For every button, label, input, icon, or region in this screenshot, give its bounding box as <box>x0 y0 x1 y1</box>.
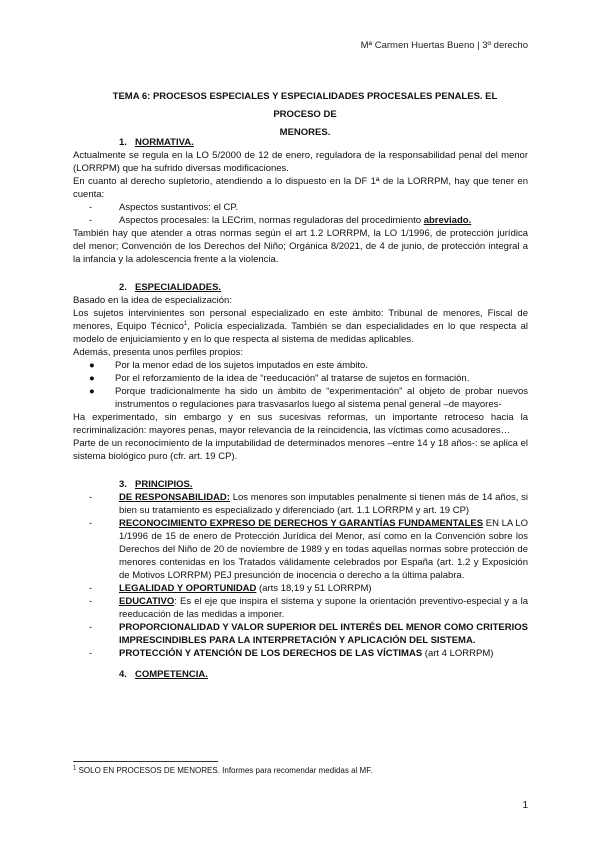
principle-name: DE RESPONSABILIDAD: <box>119 492 230 503</box>
section-number: 2. <box>119 282 127 293</box>
principle-description: (arts 18,19 y 51 LORRPM) <box>256 583 372 594</box>
list-item-text: Aspectos sustantivos: el CP. <box>119 202 239 213</box>
footnote-separator <box>73 761 218 762</box>
section-title: COMPETENCIA. <box>135 669 208 680</box>
footnote <box>73 766 372 775</box>
section-heading-competencia <box>119 668 528 681</box>
document-body <box>73 136 528 681</box>
principle-item <box>73 595 528 621</box>
paragraph: Ha experimentado, sin embargo y en sus sucesivas reformas, un importante retroceso hacia la recriminalización: mayores penas, mayor relevancia de la reincidencia, las víctimas como acusadores… <box>73 412 528 436</box>
section-title: PRINCIPIOS. <box>135 479 193 490</box>
section-title: NORMATIVA. <box>135 137 194 148</box>
footnote-number: 1 <box>73 765 77 772</box>
paragraph: Basado en la idea de especialización: <box>73 295 232 306</box>
bullet-icon: ● <box>89 386 95 397</box>
page-header: Mª Carmen Huertas Bueno | 3º derecho <box>360 40 528 51</box>
paragraph-text: Los sujetos intervinientes son personal especializado en este ámbito: Tribunal de menores, Fiscal de menores, Equipo Técnico <box>73 308 528 332</box>
page-number: 1 <box>522 800 528 811</box>
bullet-text: Porque tradicionalmente ha sido un ámbito de “experimentación” al objeto de probar nuevos instrumentos o regulaciones para trasvasarlos luego al sistema penal general –de mayores- <box>115 386 528 410</box>
principle-description: (art 4 LORRPM) <box>422 648 494 659</box>
bullet-text: Por el reforzamiento de la idea de “reeducación” al tratarse de sujetos en formación. <box>115 373 470 384</box>
dash-marker: - <box>89 518 93 529</box>
dash-marker: - <box>89 583 93 594</box>
dash-marker: - <box>89 202 93 213</box>
paragraph: Además, presenta unos perfiles propios: <box>73 347 244 358</box>
section-number: 1. <box>119 137 127 148</box>
principle-name: RECONOCIMIENTO EXPRESO DE DERECHOS Y GARANTÍAS FUNDAMENTALES <box>119 518 484 529</box>
principle-description: : Es el eje que inspira el sistema y supone la orientación preventivo-especial y a la reeducación de las medidas a imponer. <box>119 596 528 620</box>
bullet-text: Por la menor edad de los sujetos imputados en este ámbito. <box>115 360 368 371</box>
principle-item <box>73 491 528 517</box>
list-item <box>73 214 528 227</box>
paragraph: También hay que atender a otras normas según el art 1.2 LORRPM, la LO 1/1996, de protección jurídica del menor; Convención de los Derechos del Niño; Orgánica 8/2021, de 4 de junio, de protección integral a la infancia y la adolescencia frente a la violencia. <box>73 228 528 265</box>
bullet-item <box>73 385 528 411</box>
paragraph-text: , Policía especializada. También se dan especialidades en lo que respecta al modelo de enjuiciamiento y en lo que respecta al sistema de medidas aplicables. <box>73 321 528 345</box>
principle-text <box>119 517 528 582</box>
list-item-text-part: Aspectos procesales: la LECrim, normas reguladoras del procedimiento <box>119 215 424 226</box>
principle-description: EN LA LO 1/1996 de 15 de enero de Protección Jurídica del Menor, así como en la Convención sobre los Derechos del Niño de 20 de noviembre de 1989 y en todas aquellas normas sobre protección de menores contenidas en los Tratados válidamente celebrados por España (art. 1.2 y Exposición de Motivos LORRPM) PEJ presunción de inocencia o derecho a la última palabra. <box>119 518 529 581</box>
dash-marker: - <box>89 492 93 503</box>
principle-item <box>73 621 528 647</box>
footnote-text: SOLO EN PROCESOS DE MENORES. Informes para recomendar medidas al MF. <box>76 766 373 775</box>
title-line-1: TEMA 6: PROCESOS ESPECIALES Y ESPECIALIDADES PROCESALES PENALES. EL PROCESO DE <box>112 91 498 120</box>
dash-marker: - <box>89 215 93 226</box>
principle-text <box>119 621 528 647</box>
section-number: 3. <box>119 479 127 490</box>
principle-text <box>119 595 528 621</box>
paragraph: Parte de un reconocimiento de la imputabilidad de determinados menores –entre 14 y 18 años-: se aplica el sistema biológico puro (cfr. art. 19 CP). <box>73 438 528 462</box>
bullet-icon: ● <box>89 373 95 384</box>
paragraph: En cuanto al derecho supletorio, atendiendo a lo dispuesto en la DF 1ª de la LORRPM, hay que tener en cuenta: <box>73 176 528 200</box>
principle-item <box>73 517 528 582</box>
principle-name: LEGALIDAD Y OPORTUNIDAD <box>119 583 257 594</box>
footnote-ref[interactable]: 1 <box>183 320 188 327</box>
principle-name: PROTECCIÓN Y ATENCIÓN DE LOS DERECHOS DE LAS VÍCTIMAS <box>119 648 423 659</box>
principle-item <box>73 647 528 660</box>
section-number: 4. <box>119 669 127 680</box>
section-title: ESPECIALIDADES. <box>135 282 222 293</box>
principle-item <box>73 582 528 595</box>
principle-description: Los menores son imputables penalmente si tienen más de 14 años, si bien su tratamiento es especializado y diferenciado (art. 1.1 LORRPM y art. 19 CP) <box>119 492 528 516</box>
bullet-icon: ● <box>89 360 95 371</box>
principle-text <box>119 491 528 517</box>
dash-marker: - <box>89 622 93 633</box>
emphasis-abreviado: abreviado. <box>423 215 472 226</box>
section-heading-normativa <box>119 136 528 149</box>
list-item <box>73 201 528 214</box>
principle-text <box>119 582 528 595</box>
title-line-2: MENORES. <box>279 127 331 138</box>
principle-name: EDUCATIVO <box>119 596 175 607</box>
document-title <box>95 88 515 142</box>
list-item-text <box>119 214 528 227</box>
principle-name: PROPORCIONALIDAD Y VALOR SUPERIOR DEL INTERÉS DEL MENOR COMO CRITERIOS IMPRESCINDIBLES PARA LA INTERPRETACIÓN Y APLICACIÓN DEL SISTEMA. <box>119 622 528 646</box>
dash-marker: - <box>89 596 93 607</box>
dash-marker: - <box>89 648 93 659</box>
section-heading-especialidades <box>119 281 528 294</box>
paragraph: Actualmente se regula en la LO 5/2000 de 12 de enero, reguladora de la responsabilidad penal del menor (LORRPM) que ha sufrido diversas modificaciones. <box>73 150 528 174</box>
bullet-item <box>73 359 528 372</box>
bullet-item <box>73 372 528 385</box>
paragraph <box>73 307 528 346</box>
principle-text <box>119 647 528 660</box>
section-heading-principios <box>119 478 528 491</box>
